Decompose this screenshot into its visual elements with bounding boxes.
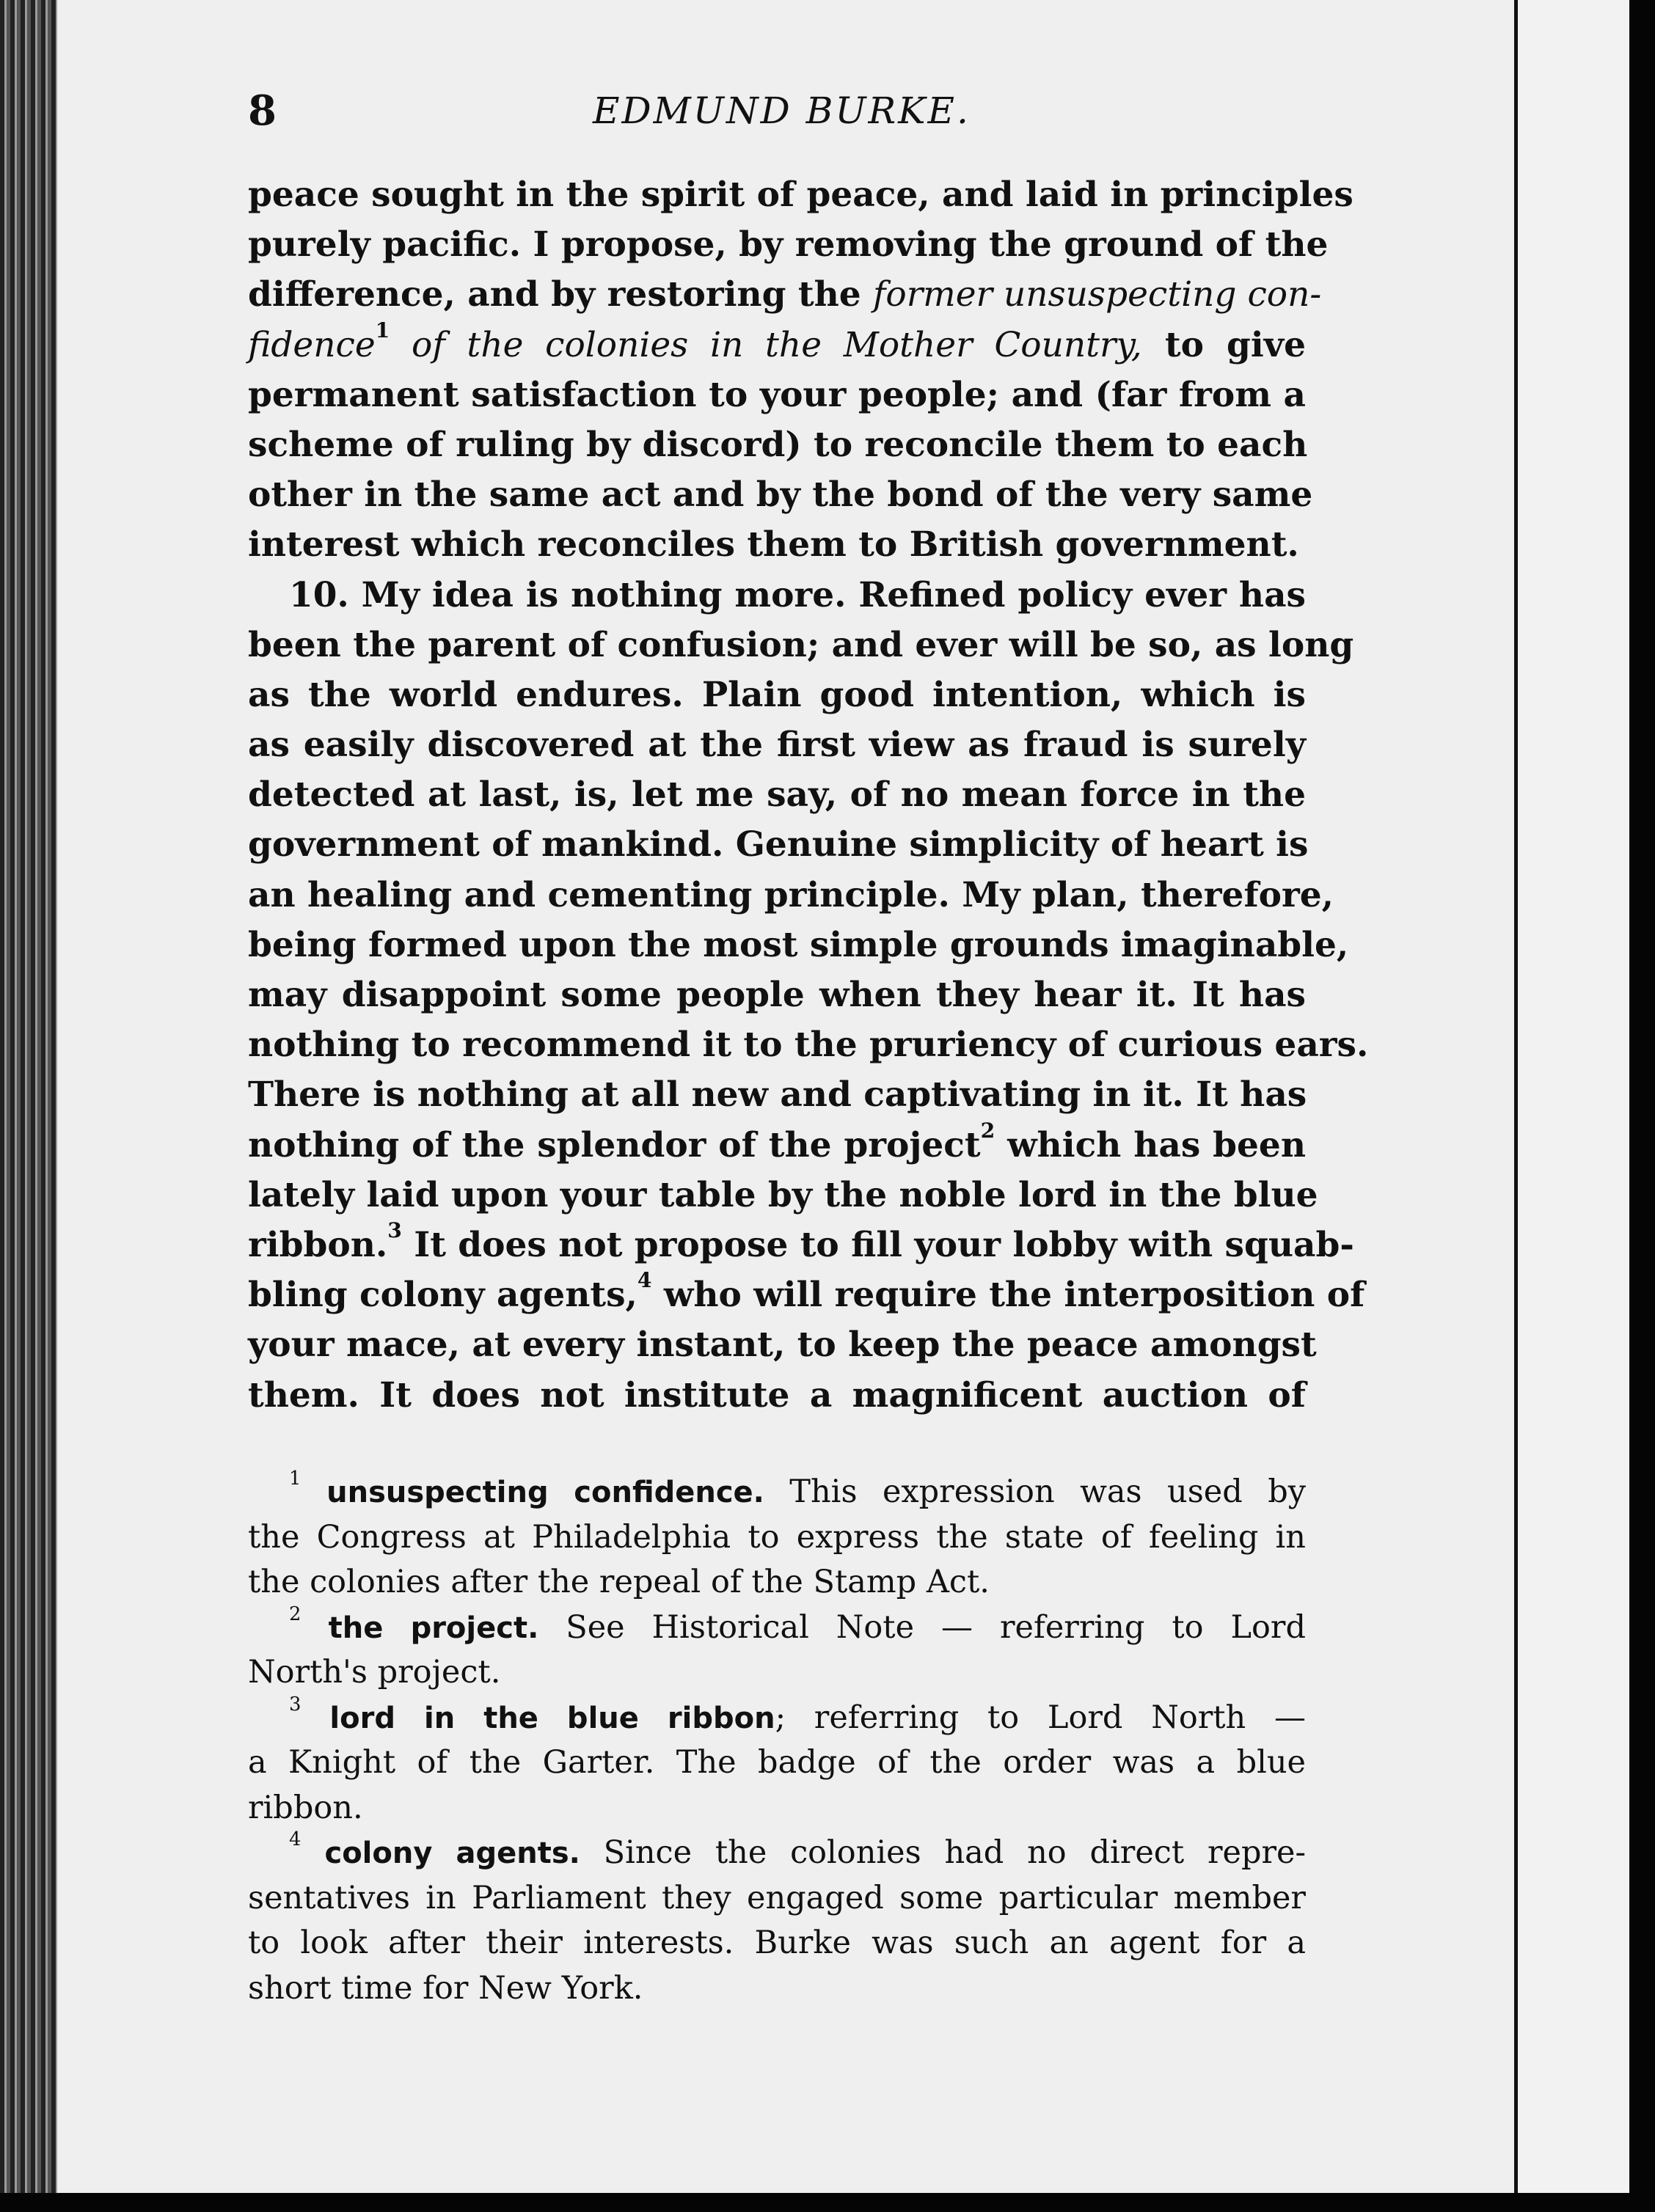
text-run: as easily discovered at the first view as fraud is surely — [248, 725, 1306, 766]
text-run: may disappoint some people when they hear it. It has — [248, 975, 1306, 1015]
text-run: nothing of the splendor of the project — [248, 1124, 981, 1165]
footnote-marker: 3 — [387, 1217, 402, 1242]
body-line — [248, 820, 1309, 870]
running-title: EDMUND BURKE. — [593, 89, 971, 132]
body-line — [248, 571, 1306, 620]
text-run: difference, and by restoring the — [248, 274, 874, 315]
text-run: ribbon. — [248, 1789, 363, 1826]
text-run: a Knight of the Garter. The badge of the order was a blue — [248, 1744, 1306, 1781]
body-line — [248, 220, 1329, 270]
text-run: to look after their interests. Burke was such an agent for a — [248, 1924, 1306, 1961]
text-run: an healing and cementing principle. My plan, therefore, — [248, 874, 1334, 915]
footnote-line — [248, 1921, 1306, 1966]
text-run: lately laid upon your table by the noble lord in the blue — [248, 1174, 1318, 1215]
footnote-term: the project. — [301, 1611, 539, 1645]
body-line — [248, 770, 1306, 820]
footnote-line — [248, 1605, 1306, 1651]
body-line — [248, 370, 1306, 420]
text-run: ; referring to Lord North — — [775, 1699, 1307, 1736]
footnote-marker: 4 — [637, 1268, 652, 1293]
body-line — [248, 620, 1354, 670]
body-line — [248, 970, 1306, 1020]
text-run: bling colony agents, — [248, 1275, 637, 1316]
text-run: who will require the interposition of — [651, 1275, 1365, 1316]
footnote-line — [248, 1650, 1306, 1696]
text-run: scheme of ruling by discord) to reconcile them to each — [248, 424, 1308, 465]
footnotes — [248, 1470, 1306, 2011]
footnote-term: unsuspecting confidence. — [301, 1476, 764, 1509]
text-run: North's project. — [248, 1654, 501, 1691]
body-line — [248, 1320, 1317, 1370]
footnote-marker: 1 — [375, 318, 390, 343]
body-line — [248, 1020, 1369, 1070]
text-run: Since the colonies had no direct repre- — [580, 1834, 1306, 1871]
body-line — [248, 1171, 1318, 1220]
text-run: former unsuspecting con- — [873, 274, 1322, 315]
footnote-line — [248, 1470, 1306, 1515]
body-text — [248, 170, 1369, 1421]
footnote-marker: 1 — [289, 1468, 302, 1490]
text-run: This expression was used by — [764, 1473, 1307, 1510]
footnote-line — [248, 1966, 1306, 2012]
text-run: detected at last, is, let me say, of no mean force in the — [248, 774, 1306, 816]
footnote-marker: 2 — [980, 1118, 995, 1143]
footnote-term: lord in the blue ribbon — [301, 1701, 775, 1735]
body-line — [248, 1118, 1306, 1171]
body-line — [248, 270, 1322, 320]
body-line — [248, 470, 1313, 520]
body-line — [248, 720, 1306, 770]
body-line — [248, 670, 1306, 720]
text-run: fidence — [248, 324, 376, 365]
text-run: which has been — [995, 1124, 1306, 1165]
footnote-line — [248, 1515, 1306, 1561]
footnote-marker: 2 — [289, 1603, 302, 1625]
footnote-marker: 4 — [289, 1828, 302, 1850]
footnote-term: colony agents. — [301, 1836, 580, 1870]
text-run: peace sought in the spirit of peace, and laid in principles — [248, 175, 1353, 215]
text-run: being formed upon the most simple grounds imaginable, — [248, 924, 1349, 965]
page-header — [248, 87, 1306, 138]
page-number: 8 — [248, 87, 277, 135]
body-line — [248, 871, 1334, 920]
body-line — [248, 1371, 1306, 1421]
text-run: to give — [1141, 324, 1306, 365]
text-run: other in the same act and by the bond of the very same — [248, 475, 1313, 516]
text-run: short time for New York. — [248, 1969, 643, 2007]
body-line — [248, 520, 1306, 570]
text-run: ribbon. — [248, 1224, 388, 1265]
scan-border-bottom — [0, 2193, 1655, 2212]
footnote-line — [248, 1828, 1306, 1876]
text-run: government of mankind. Genuine simplicity of heart is — [248, 824, 1309, 865]
text-run: as the world endures. Plain good intention, which is — [248, 674, 1306, 715]
text-run: them. It does not institute a magnificent auction of — [248, 1374, 1306, 1416]
text-run: 10. My idea is nothing more. Refined policy ever has — [289, 574, 1306, 615]
footnote-line — [248, 1876, 1306, 1922]
text-run: purely pacific. I propose, by removing the ground of the — [248, 224, 1329, 265]
text-run: of the colonies in the Mother Country, — [390, 324, 1142, 365]
body-line — [248, 1070, 1306, 1120]
footnote-line — [248, 1740, 1306, 1786]
facing-page-sliver — [1518, 0, 1629, 2212]
text-run: sentatives in Parliament they engaged some particular member — [248, 1879, 1306, 1916]
text-run: permanent satisfaction to your people; and (far from a — [248, 374, 1306, 415]
body-line — [248, 1217, 1354, 1270]
text-run: been the parent of confusion; and ever will be so, as long — [248, 624, 1354, 665]
footnote-line — [248, 1693, 1307, 1741]
body-line — [248, 920, 1349, 970]
text-run: the Congress at Philadelphia to express the state of feeling in — [248, 1518, 1306, 1556]
body-line — [248, 1268, 1365, 1320]
body-line — [248, 170, 1353, 220]
footnote-marker: 3 — [289, 1693, 302, 1715]
footnote-line — [248, 1560, 1306, 1605]
text-run: See Historical Note — referring to Lord — [538, 1608, 1306, 1646]
scan-border-right — [1629, 0, 1655, 2212]
text-run: your mace, at every instant, to keep the peace amongst — [248, 1325, 1317, 1366]
body-line — [248, 318, 1306, 370]
book-gutter-edge — [0, 0, 57, 2212]
body-line — [248, 420, 1306, 470]
text-run: There is nothing at all new and captivating in it. It has — [248, 1074, 1307, 1116]
footnote-line — [248, 1786, 1306, 1831]
text-run: interest which reconciles them to British government. — [248, 524, 1299, 565]
text-run: nothing to recommend it to the pruriency of curious ears. — [248, 1025, 1369, 1066]
text-run: the colonies after the repeal of the Stamp Act. — [248, 1564, 990, 1600]
text-run: It does not propose to fill your lobby with squab- — [401, 1224, 1354, 1265]
